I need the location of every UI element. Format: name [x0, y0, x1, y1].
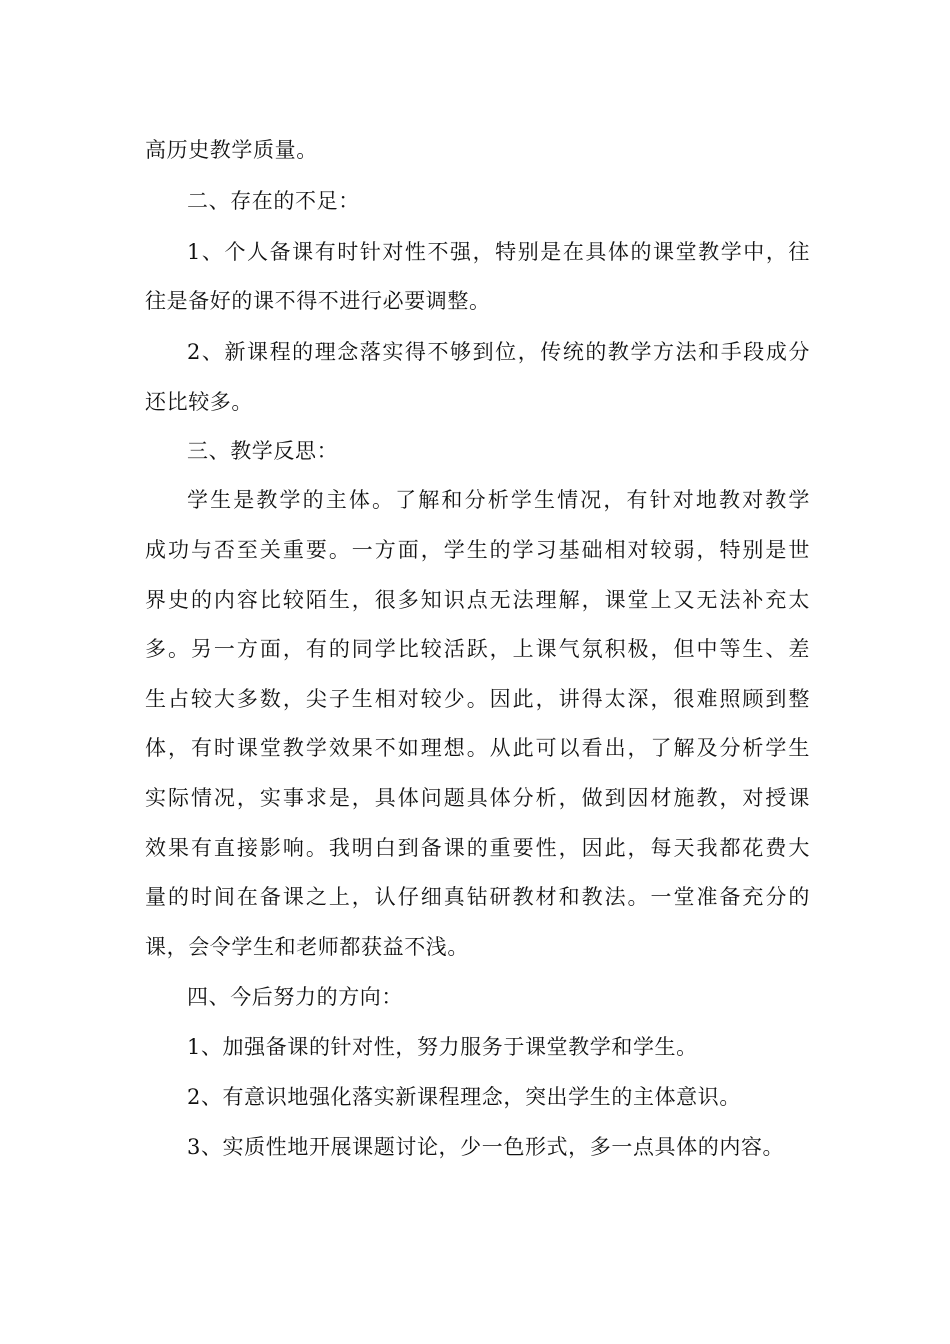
text-line: 2、有意识地强化落实新课程理念，突出学生的主体意识。	[187, 1085, 741, 1109]
text-line: 课，会令学生和老师都获益不浅。	[145, 935, 469, 959]
text-line: 1、个人备课有时针对性不强，特别是在具体的课堂教学中，往	[187, 240, 810, 264]
text-line: 2、新课程的理念落实得不够到位，传统的教学方法和手段成分	[187, 340, 810, 364]
text-line: 实际情况，实事求是，具体问题具体分析，做到因材施教，对授课	[145, 786, 810, 810]
text-line: 高历史教学质量。	[145, 138, 318, 162]
text-line: 3、实质性地开展课题讨论，少一色形式，多一点具体的内容。	[187, 1135, 785, 1159]
text-line: 成功与否至关重要。一方面，学生的学习基础相对较弱，特别是世	[145, 538, 810, 562]
text-line: 量的时间在备课之上，认仔细真钻研教材和教法。一堂准备充分的	[145, 885, 810, 909]
section-heading: 四、今后努力的方向：	[187, 985, 403, 1009]
text-line: 效果有直接影响。我明白到备课的重要性，因此，每天我都花费大	[145, 836, 810, 860]
text-line: 生占较大多数，尖子生相对较少。因此，讲得太深，很难照顾到整	[145, 687, 810, 711]
text-line: 还比较多。	[145, 390, 253, 414]
text-line: 多。另一方面，有的同学比较活跃，上课气氛积极，但中等生、差	[145, 637, 810, 661]
text-line: 体，有时课堂教学效果不如理想。从此可以看出，了解及分析学生	[145, 736, 810, 760]
section-heading: 三、教学反思：	[187, 439, 339, 463]
text-line: 往是备好的课不得不进行必要调整。	[145, 289, 491, 313]
section-heading: 二、存在的不足：	[187, 189, 360, 213]
text-line: 学生是教学的主体。了解和分析学生情况，有针对地教对教学	[187, 488, 810, 512]
text-line: 界史的内容比较陌生，很多知识点无法理解，课堂上又无法补充太	[145, 588, 810, 612]
text-line: 1、加强备课的针对性，努力服务于课堂教学和学生。	[187, 1035, 698, 1059]
